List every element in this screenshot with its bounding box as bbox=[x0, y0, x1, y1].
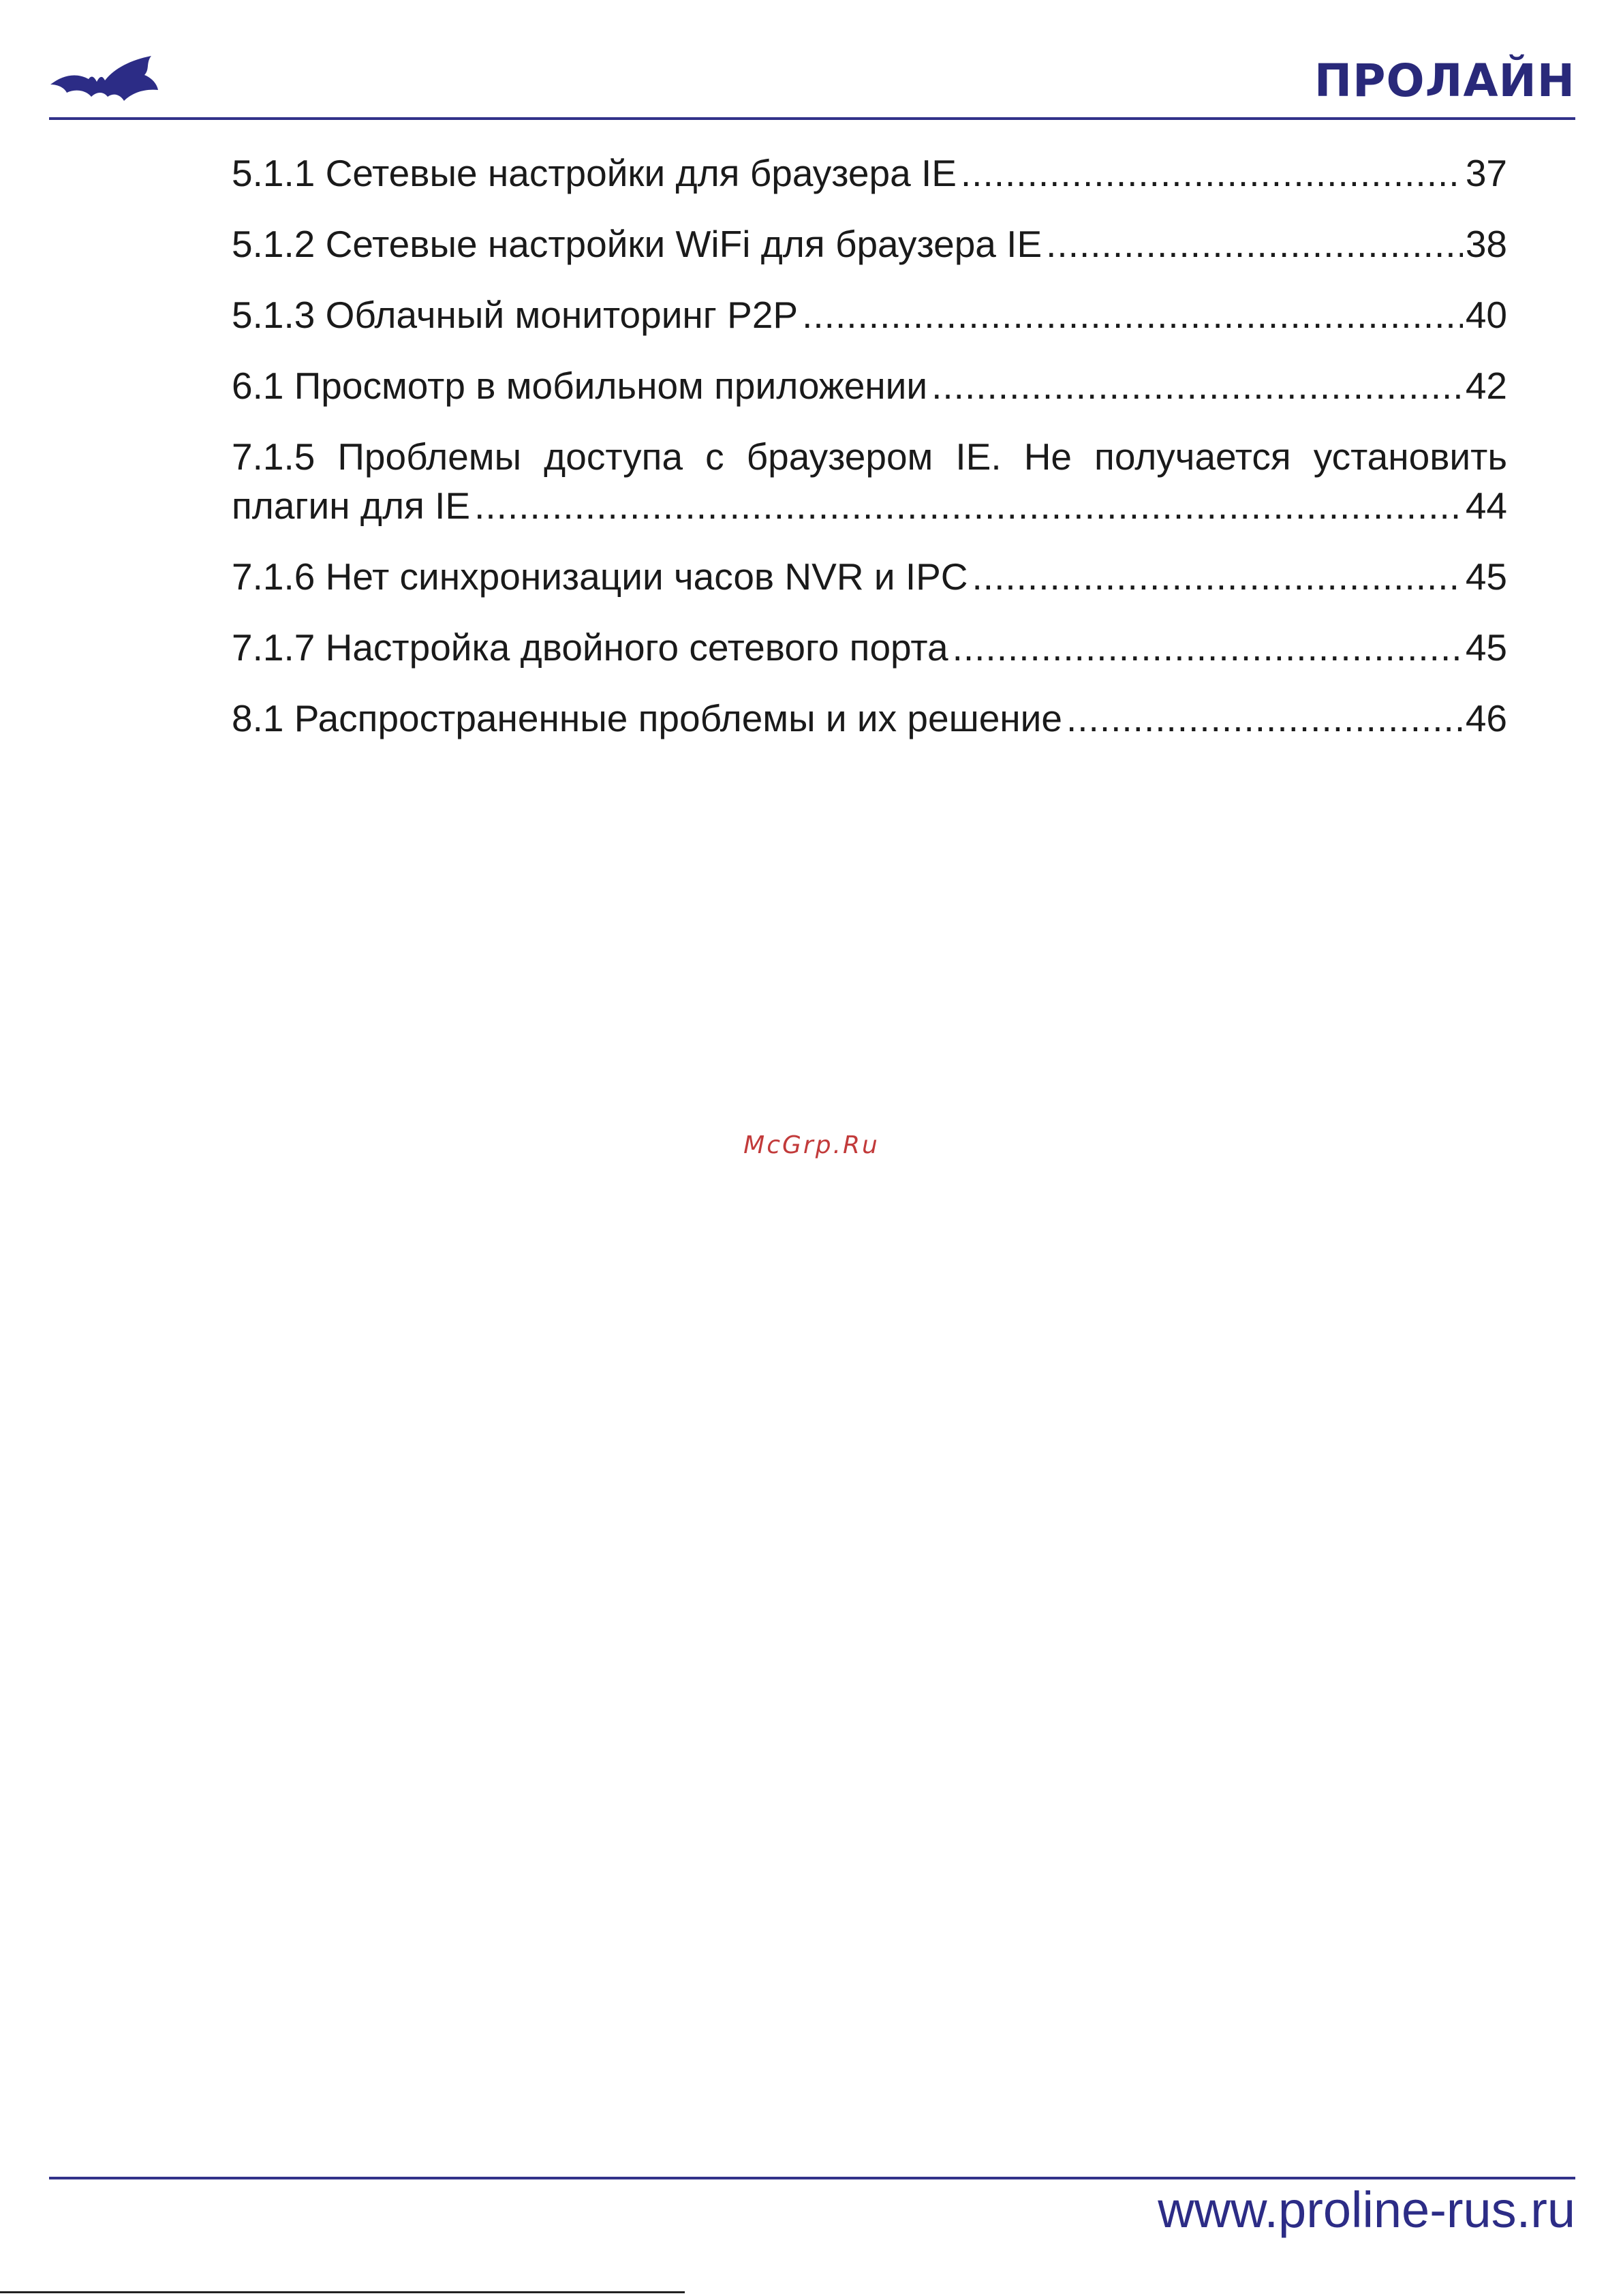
toc-page-number: 44 bbox=[1465, 485, 1507, 527]
toc-leader bbox=[961, 149, 1463, 198]
toc-entry[interactable] bbox=[232, 361, 1507, 410]
toc-page-number: 38 bbox=[1465, 223, 1507, 265]
header-divider bbox=[49, 117, 1575, 120]
toc-leader bbox=[802, 290, 1463, 339]
footer-website: www.proline-rus.ru bbox=[1158, 2182, 1575, 2238]
toc-leader bbox=[1066, 694, 1463, 743]
toc-entry-title: 5.1.2 Сетевые настройки WiFi для браузера IE bbox=[232, 223, 1042, 265]
toc-entry-title: 8.1 Распространенные проблемы и их решение bbox=[232, 697, 1062, 739]
toc-entry[interactable] bbox=[232, 219, 1507, 269]
toc-leader bbox=[972, 552, 1463, 601]
toc-leader bbox=[931, 361, 1463, 410]
toc-leader bbox=[1046, 219, 1463, 269]
toc-entry[interactable] bbox=[232, 694, 1507, 743]
page-edge-line bbox=[0, 2291, 685, 2293]
toc-entry-title: 5.1.1 Сетевые настройки для браузера IE bbox=[232, 152, 957, 194]
toc-page-number: 45 bbox=[1465, 555, 1507, 598]
toc-entry[interactable] bbox=[232, 290, 1507, 339]
watermark: McGrp.Ru bbox=[743, 1131, 880, 1159]
brand-logo-text: ПРОЛАЙН bbox=[1314, 55, 1575, 107]
footer-divider bbox=[49, 2177, 1575, 2179]
toc-entry[interactable] bbox=[232, 552, 1507, 601]
toc-leader bbox=[953, 623, 1463, 672]
toc-entry-continuation bbox=[232, 481, 1507, 530]
toc-page-number: 40 bbox=[1465, 294, 1507, 336]
toc-entry[interactable] bbox=[232, 623, 1507, 672]
toc-page-number: 45 bbox=[1465, 626, 1507, 669]
toc-leader bbox=[474, 481, 1463, 530]
toc-entry-title: 7.1.6 Нет синхронизации часов NVR и IPC bbox=[232, 555, 968, 598]
toc-entry-title: 6.1 Просмотр в мобильном приложении bbox=[232, 365, 928, 407]
toc-entry[interactable] bbox=[232, 432, 1507, 530]
table-of-contents bbox=[232, 149, 1507, 743]
toc-page-number: 42 bbox=[1465, 365, 1507, 407]
toc-entry[interactable] bbox=[232, 149, 1507, 198]
toc-entry-title: 5.1.3 Облачный мониторинг P2P bbox=[232, 294, 799, 336]
toc-entry-title: 7.1.5 Проблемы доступа с браузером IE. Не получается установить bbox=[232, 435, 1507, 478]
toc-page-number: 37 bbox=[1465, 152, 1507, 194]
toc-entry-title-line2: плагин для IE bbox=[232, 485, 471, 527]
bat-icon bbox=[49, 55, 169, 105]
toc-page-number: 46 bbox=[1465, 697, 1507, 739]
toc-entry-title: 7.1.7 Настройка двойного сетевого порта bbox=[232, 626, 948, 669]
